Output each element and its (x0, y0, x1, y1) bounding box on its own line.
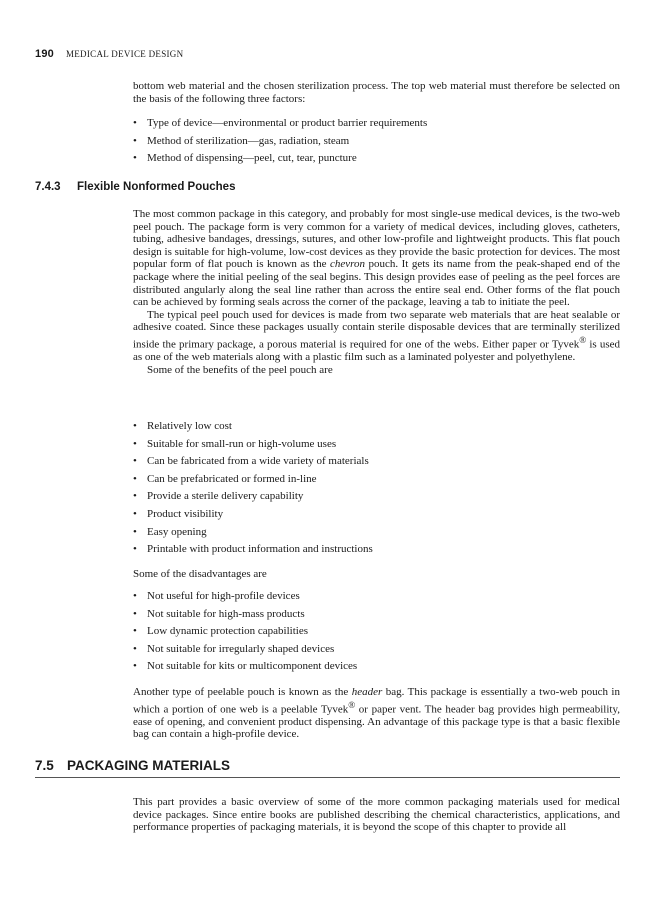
disadvantages-intro-block (133, 568, 620, 581)
intro-block (133, 80, 620, 105)
running-head (35, 48, 183, 60)
benefit-item (133, 455, 620, 473)
factor-item-text: Method of dispensing—peel, cut, tear, puncture (147, 152, 357, 165)
disadvantage-item (133, 643, 620, 661)
bullet-icon: • (133, 490, 137, 503)
text-run: or paper vent. The header bag provides high permeability, ease of opening, and convenient product dispensing. An advantage of this package type is that a basic flexible bag can contain a high-profile device. (133, 703, 620, 741)
paragraph-peel-pouch (133, 208, 620, 309)
bullet-icon: • (133, 607, 137, 620)
benefit-item-text: Product visibility (147, 507, 224, 520)
section-title: PACKAGING MATERIALS (67, 758, 230, 773)
text-run: The most common package in this category, and probably for most single-use medical devices, is the two-web peel pouch. The package form is very common for a variety of medical devices, including gloves, catheters, tubing, adhesive bandages, dressings, sutures, and other low-profile and lightweight products. This flat pouch design is suitable for high-volume, low-cost devices as they provide the basic protection for devices. The most popular form of flat pouch is known as the (133, 208, 620, 271)
disadvantage-item (133, 660, 620, 678)
header-bag-block (133, 686, 620, 741)
bullet-icon: • (133, 152, 137, 165)
disadvantage-item (133, 625, 620, 643)
registered-mark: ® (348, 699, 356, 710)
benefit-item-text: Provide a sterile delivery capability (147, 490, 304, 503)
benefit-item-text: Can be prefabricated or formed in-line (147, 472, 317, 485)
section-heading-7-5 (35, 758, 230, 773)
disadvantages-block (133, 590, 620, 678)
disadvantage-item-text: Not suitable for kits or multicomponent devices (147, 660, 358, 673)
benefit-item (133, 526, 620, 544)
bullet-icon: • (133, 472, 137, 485)
benefit-item (133, 508, 620, 526)
disadvantages-intro: Some of the disadvantages are (133, 568, 267, 580)
disadvantage-item (133, 590, 620, 608)
benefit-item (133, 473, 620, 491)
bullet-icon: • (133, 590, 137, 602)
bullet-icon: • (133, 117, 137, 129)
running-title: MEDICAL DEVICE DESIGN (65, 49, 184, 59)
text-run: pouch. It gets its name from the peak-shaped end of the package where the initial peeling of the seal begins. This design provides ease of peeling as the peel forces are distributed angularly along the seal line rather than across the entire seal end. Other forms of the flat pouch can be achieved by forming seals across the corner of the package, leaving a tab to initiate the peel. (133, 258, 620, 309)
section-title: Flexible Nonformed Pouches (77, 181, 236, 193)
factor-item (133, 152, 620, 170)
benefit-item-text: Can be fabricated from a wide variety of materials (147, 455, 369, 468)
emphasis-chevron: chevron (330, 258, 366, 271)
heading-rule (35, 777, 620, 778)
benefits-intro: Some of the benefits of the peel pouch are (147, 363, 333, 376)
disadvantage-item-text: Low dynamic protection capabilities (147, 625, 308, 638)
paragraph-packaging-materials: This part provides a basic overview of some of the more common packaging materials used for medical device packages. Since entire books are published describing the chemical characteristics, applications, and performance properties of packaging materials, it is beyond the scope of this chapter to provide all (133, 796, 620, 834)
disadvantage-item-text: Not suitable for irregularly shaped devices (147, 642, 335, 655)
benefit-item-text: Printable with product information and instructions (147, 543, 373, 556)
bullet-icon: • (133, 543, 137, 556)
benefit-item (133, 543, 620, 561)
benefit-item-text: Easy opening (147, 525, 207, 538)
benefit-item (133, 438, 620, 456)
bullet-icon: • (133, 507, 137, 520)
bullet-icon: • (133, 525, 137, 538)
disadvantage-item (133, 608, 620, 626)
benefit-item (133, 490, 620, 508)
intro-bullet-list (133, 117, 620, 170)
emphasis-header: header (351, 686, 383, 698)
text-run: bag. This package is essentially a two-web pouch in which a portion of one web is a peelable Tyvek (133, 686, 620, 716)
text-run: The typical peel pouch used for devices is made from two separate web materials that are heat sealable or adhesive coated. Since these packages usually contain sterile disposable devices that are terminally sterilized inside the primary package, a porous material is required for one of the webs. Either paper or Tyvek (133, 308, 620, 351)
registered-mark: ® (579, 334, 587, 345)
bullet-icon: • (133, 625, 137, 638)
page-number: 190 (35, 48, 54, 60)
section-743-body (133, 208, 620, 376)
section-heading-7-4-3 (35, 181, 235, 193)
bullet-icon: • (133, 134, 137, 147)
text-run: is used as one of the web materials along with a plastic film such as a laminated polyester and polyethylene. (133, 338, 620, 364)
disadvantage-item-text: Not suitable for high-mass products (147, 607, 305, 620)
bullet-icon: • (133, 455, 137, 468)
disadvantages-list (133, 590, 620, 678)
section-number: 7.4.3 (35, 181, 61, 193)
factor-item (133, 117, 620, 135)
factor-item-text: Method of sterilization—gas, radiation, steam (147, 134, 350, 147)
section-75-body (133, 796, 620, 834)
disadvantage-item-text: Not useful for high-profile devices (147, 590, 300, 602)
paragraph-typical-peel-pouch (133, 309, 620, 364)
intro-paragraph: bottom web material and the chosen sterilization process. The top web material must therefore be selected on the basis of the following three factors: (133, 80, 620, 105)
factor-list (133, 117, 620, 170)
section-number: 7.5 (35, 758, 54, 773)
benefit-item-text: Suitable for small-run or high-volume uses (147, 437, 337, 450)
bullet-icon: • (133, 420, 137, 432)
benefit-item-text: Relatively low cost (147, 420, 232, 432)
paragraph-header-bag (133, 686, 620, 741)
factor-item (133, 135, 620, 153)
benefits-list (133, 420, 620, 561)
benefit-item (133, 420, 620, 438)
text-run: Another type of peelable pouch is known as the (133, 686, 352, 698)
benefits-block (133, 420, 620, 561)
bullet-icon: • (133, 642, 137, 655)
factor-item-text: Type of device—environmental or product barrier requirements (147, 117, 428, 129)
bullet-icon: • (133, 660, 137, 673)
bullet-icon: • (133, 437, 137, 450)
